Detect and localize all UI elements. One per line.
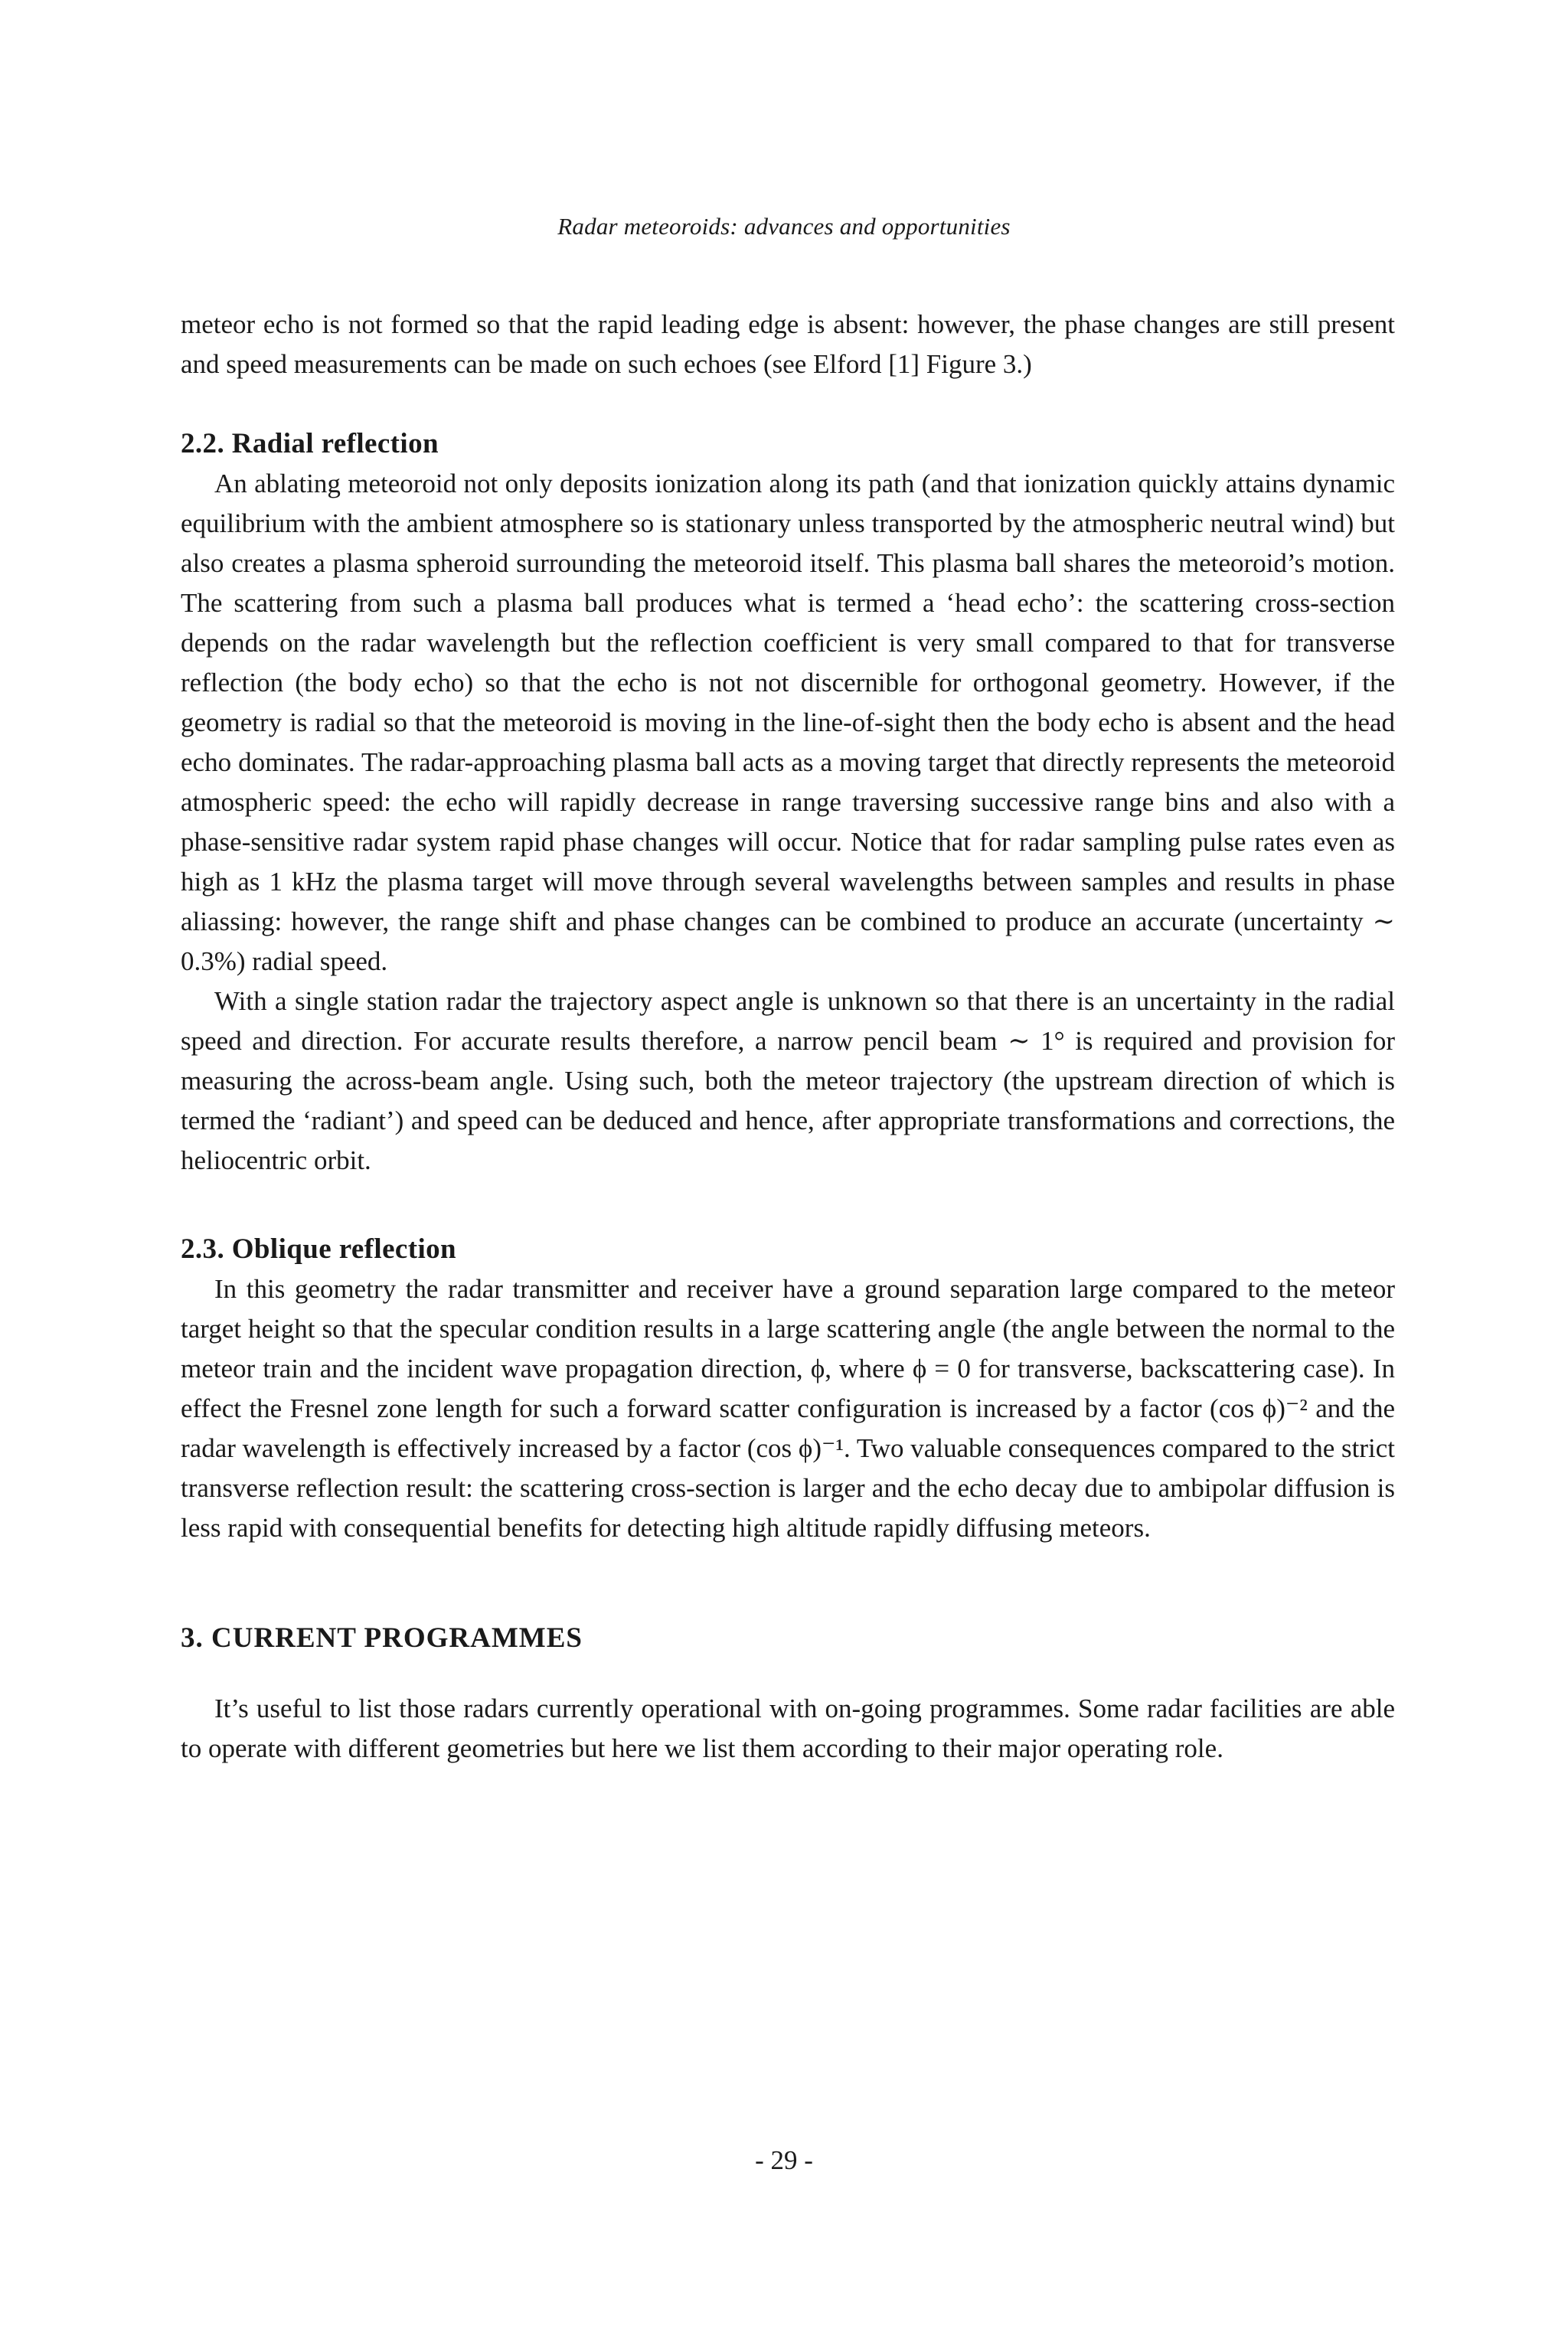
page-body xyxy=(181,305,1395,1769)
section-heading-oblique-reflection: 2.3. Oblique reflection xyxy=(181,1233,456,1265)
current-programmes-paragraph: It’s useful to list those radars currently operational with on-going programmes. Some radar facilities are able to operate with different geometries but here we list them according to their major operating role. xyxy=(181,1694,1395,1763)
page-number: - 29 - xyxy=(755,2145,813,2175)
intro-paragraph: meteor echo is not formed so that the rapid leading edge is absent: however, the phase changes are still present and speed measurements can be made on such echoes (see Elford [1] Figure 3.) xyxy=(181,309,1395,379)
section-heading-current-programmes: 3. CURRENT PROGRAMMES xyxy=(181,1622,583,1654)
radial-reflection-paragraph-1: An ablating meteoroid not only deposits ionization along its path (and that ionization quickly attains dynamic equilibrium with the ambient atmosphere so is stationary unless transported by the atmospheric neutral wind) but also creates a plasma spheroid surrounding the meteoroid itself. This plasma ball shares the meteoroid’s motion. The scattering from such a plasma ball produces what is termed a ‘head echo’: the scattering cross-section depends on the radar wavelength but the reflection coefficient is very small compared to that for transverse reflection (the body echo) so that the echo is not not discernible for orthogonal geometry. However, if the geometry is radial so that the meteoroid is moving in the line-of-sight then the body echo is absent and the head echo dominates. The radar-approaching plasma ball acts as a moving target that directly represents the meteoroid atmospheric speed: the echo will rapidly decrease in range traversing successive range bins and also with a phase-sensitive radar system rapid phase changes will occur. Notice that for radar sampling pulse rates even as high as 1 kHz the plasma target will move through several wavelengths between samples and results in phase aliassing: however, the range shift and phase changes can be combined to produce an accurate (uncertainty ∼ 0.3%) radial speed. xyxy=(181,469,1395,976)
radial-reflection-paragraph-2: With a single station radar the trajectory aspect angle is unknown so that there is an uncertainty in the radial speed and direction. For accurate results therefore, a narrow pencil beam ∼ 1° is required and provision for measuring the across-beam angle. Using such, both the meteor trajectory (the upstream direction of which is termed the ‘radiant’) and speed can be deduced and hence, after appropriate transformations and corrections, the heliocentric orbit. xyxy=(181,986,1395,1175)
oblique-reflection-paragraph: In this geometry the radar transmitter and receiver have a ground separation large compared to the meteor target height so that the specular condition results in a large scattering angle (the angle between the normal to the meteor train and the incident wave propagation direction, ϕ, where ϕ = 0 for transverse, backscattering case). In effect the Fresnel zone length for such a forward scatter configuration is increased by a factor (cos ϕ)⁻² and the radar wavelength is effectively increased by a factor (cos ϕ)⁻¹. Two valuable consequences compared to the strict transverse reflection result: the scattering cross-section is larger and the echo decay due to ambipolar diffusion is less rapid with consequential benefits for detecting high altitude rapidly diffusing meteors. xyxy=(181,1274,1395,1543)
running-head: Radar meteoroids: advances and opportunities xyxy=(557,213,1011,240)
section-heading-radial-reflection: 2.2. Radial reflection xyxy=(181,428,439,459)
